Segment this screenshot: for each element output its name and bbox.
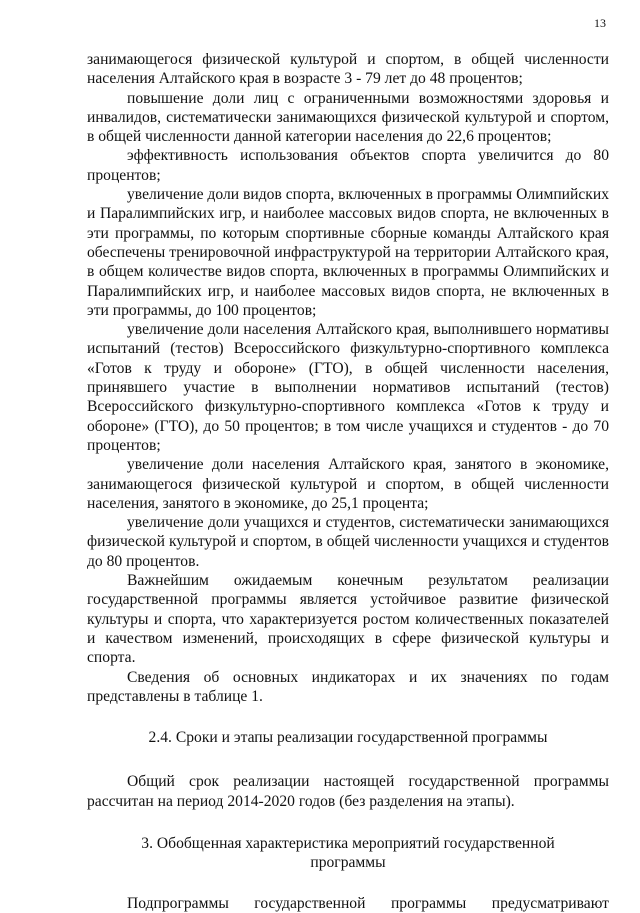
paragraph-program-period: Общий срок реализации настоящей государственной программы рассчитан на период 2014-2020 годов (без разделения на этапы). <box>87 773 609 810</box>
paragraph-employed: увеличение доли населения Алтайского края, занятого в экономике, занимающегося физической культурой и спортом, в общей численности населения, занятого в экономике, до 25,1 процента; <box>87 456 609 512</box>
paragraph-olympic-sports: увеличение доли видов спорта, включенных в программы Олимпийских и Паралимпийских игр, и наиболее массовых видов спорта, не включенных в эти программы, по которым спортивные сборные команды Алтайского края обеспечены тренировочной инфраструктурой на территории Алтайского края, в общем количестве видов спорта, включенных в программы Олимпийских и Паралимпийских игр, и наиболее массовых видов спорта, не включенных в эти программы, до 100 процентов; <box>87 186 609 319</box>
paragraph-subprograms: Подпрограммы государственной программы предусматривают <box>127 894 609 912</box>
paragraph-table-reference: Сведения об основных индикаторах и их значениях по годам представлены в таблице 1. <box>87 668 609 705</box>
paragraph-gto: увеличение доли населения Алтайского края, выполнившего нормативы испытаний (тестов) Всероссийского физкультурно-спортивного комплекса «Готов к труду и обороне» (ГТО), в общей численности населения, принявшего участие в выполнении нормативов испытаний (тестов) Всероссийского физкультурно-спортивного комплекса «Готов к труду и обороне» (ГТО), до 50 процентов; в том числе учащихся и студентов - до 70 процентов; <box>87 321 609 454</box>
section-heading-3: 3. Обобщенная характеристика мероприятий государственной программы <box>141 834 555 872</box>
page-number: 13 <box>594 16 606 30</box>
paragraph-continuation: занимающегося физической культурой и спортом, в общей численности населения Алтайского края в возрасте 3 - 79 лет до 48 процентов; <box>87 51 609 88</box>
paragraph-students: увеличение доли учащихся и студентов, систематически занимающихся физической культурой и спортом, в общей численности учащихся и студентов до 80 процентов. <box>87 514 609 570</box>
paragraph-expected-result: Важнейшим ожидаемым конечным результатом реализации государственной программы является устойчивое развитие физической культуры и спорта, что характеризуется ростом количественных показателей и качеством изменений, происходящих в сфере физической культуры и спорта. <box>87 572 609 667</box>
section-heading-2-4: 2.4. Сроки и этапы реализации государственной программы <box>148 729 548 747</box>
paragraph-disabled-share: повышение доли лиц с ограниченными возможностями здоровья и инвалидов, систематически занимающихся физической культурой и спортом, в общей численности данной категории населения до 22,6 процентов; <box>87 89 609 146</box>
body-text <box>87 50 609 913</box>
paragraph-sport-facilities: эффективность использования объектов спорта увеличится до 80 процентов; <box>87 147 609 184</box>
